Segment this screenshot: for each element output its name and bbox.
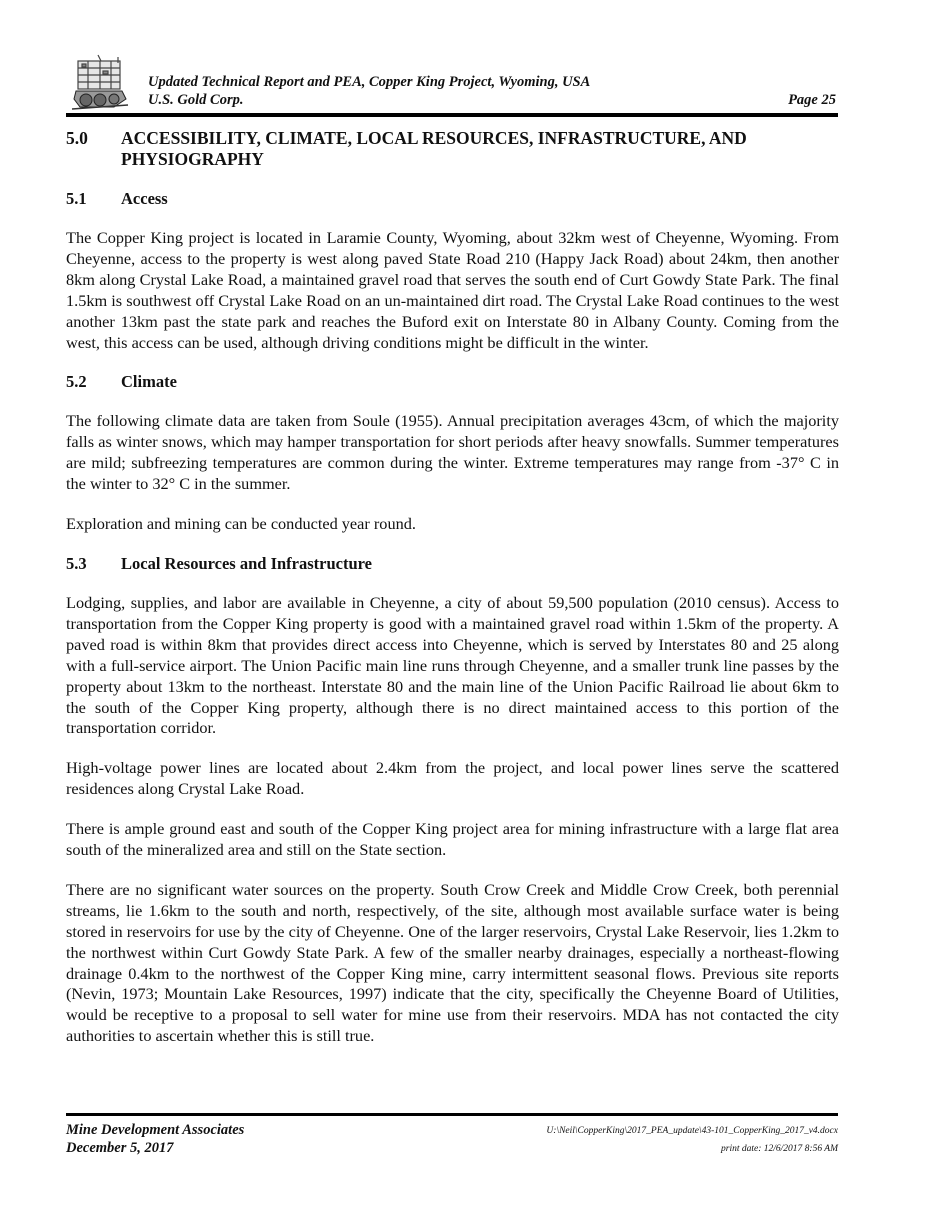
section-heading-5-2 — [66, 372, 839, 392]
paragraph-ground: There is ample ground east and south of the Copper King project area for mining infrastructure with a large flat area south of the mineralized area and still on the State section. — [66, 819, 839, 860]
section-heading-5-0 — [66, 128, 839, 170]
paragraph-water: There are no significant water sources on the property. South Crow Creek and Middle Crow Creek, both perennial streams, lie 1.6km to the south and north, respectively, of the site, although most available surface water is being stored in reservoirs for use by the city of Cheyenne. One of the larger reservoirs, Crystal Lake Reservoir, lies 1.2km to the northwest within Curt Gowdy State Park. A few of the smaller nearby drainages, especially a northeast-flowing drainage 0.4km to the northwest of the Copper King mine, carry intermittent seasonal flows. Previous site reports (Nevin, 1973; Mountain Lake Resources, 1997) indicate that the city, specifically the Cheyenne Board of Utilities, would be receptive to a proposal to sell water for mine use from their reservoirs. MDA has not contacted the city authorities to ascertain whether this is still true. — [66, 879, 839, 1046]
paragraph-exploration: Exploration and mining can be conducted year round. — [66, 514, 416, 534]
section-number: 5.1 — [66, 189, 87, 208]
paragraph-power-lines: High-voltage power lines are located about 2.4km from the project, and local power lines serve the scattered residences along Crystal Lake Road. — [66, 758, 839, 799]
report-title: Updated Technical Report and PEA, Copper King Project, Wyoming, USA — [148, 74, 591, 90]
header-rule — [66, 113, 838, 117]
document-body — [66, 128, 839, 1066]
paragraph-lodging: Lodging, supplies, and labor are available in Cheyenne, a city of about 59,500 population (2010 census). Access to transportation from the Copper King property is good with a maintained gravel road within 1.5km of the property. A paved road is within 8km that provides direct access into Cheyenne, which is served by Interstates 80 and 25 along with a full-service airport. The Union Pacific main line runs through Cheyenne, and a smaller trunk line passes by the property about 13km to the northeast. Interstate 80 and the main line of the Union Pacific Railroad lie about 6km to the south of the Copper King property, although there is no direct maintained access to this portion of the transportation corridor. — [66, 592, 839, 738]
section-title: ACCESSIBILITY, CLIMATE, LOCAL RESOURCES, INFRASTRUCTURE, AND PHYSIOGRAPHY — [121, 128, 747, 169]
paragraph-climate: The following climate data are taken from Soule (1955). Annual precipitation averages 43cm, of which the majority falls as winter snows, which may hamper transportation for short periods after heavy snowfalls. Summer temperatures are mild; subfreezing temperatures are common during the winter. Extreme temperatures may range from -37° C in the winter to 32° C in the summer. — [66, 411, 839, 494]
page-number: Page 25 — [788, 92, 836, 108]
section-title: Climate — [121, 372, 177, 392]
footer-date: December 5, 2017 — [66, 1140, 174, 1156]
section-title: Access — [121, 189, 168, 208]
section-number: 5.3 — [66, 553, 87, 573]
footer-rule — [66, 1113, 838, 1116]
section-title: Local Resources and Infrastructure — [121, 553, 372, 573]
paragraph-access: The Copper King project is located in Laramie County, Wyoming, about 32km west of Cheyenne, Wyoming. From Cheyenne, access to the property is west along paved State Road 210 (Happy Jack Road) about 24km, then another 8km along Crystal Lake Road, a maintained gravel road that serves the south end of Curt Gowdy State Park. The final 1.5km is southwest off Crystal Lake Road on an un-maintained dirt road. The Crystal Lake Road continues to the west another 13km past the state park and reaches the Buford exit on Interstate 80 in Albany County. Coming from the west, this access can be used, although driving conditions might be difficult in the winter. — [66, 228, 839, 352]
footer-print-date: print date: 12/6/2017 8:56 AM — [721, 1144, 838, 1154]
company-name: U.S. Gold Corp. — [148, 92, 244, 108]
footer-file-path: U:\Neil\CopperKing\2017_PEA_update\43-101_CopperKing_2017_v4.docx — [546, 1126, 838, 1136]
mining-machine-logo-icon — [68, 53, 132, 113]
footer-organization: Mine Development Associates — [66, 1122, 245, 1138]
section-number: 5.2 — [66, 372, 87, 392]
section-heading-5-1 — [66, 189, 839, 209]
section-heading-5-3 — [66, 554, 839, 574]
section-number: 5.0 — [66, 128, 88, 148]
